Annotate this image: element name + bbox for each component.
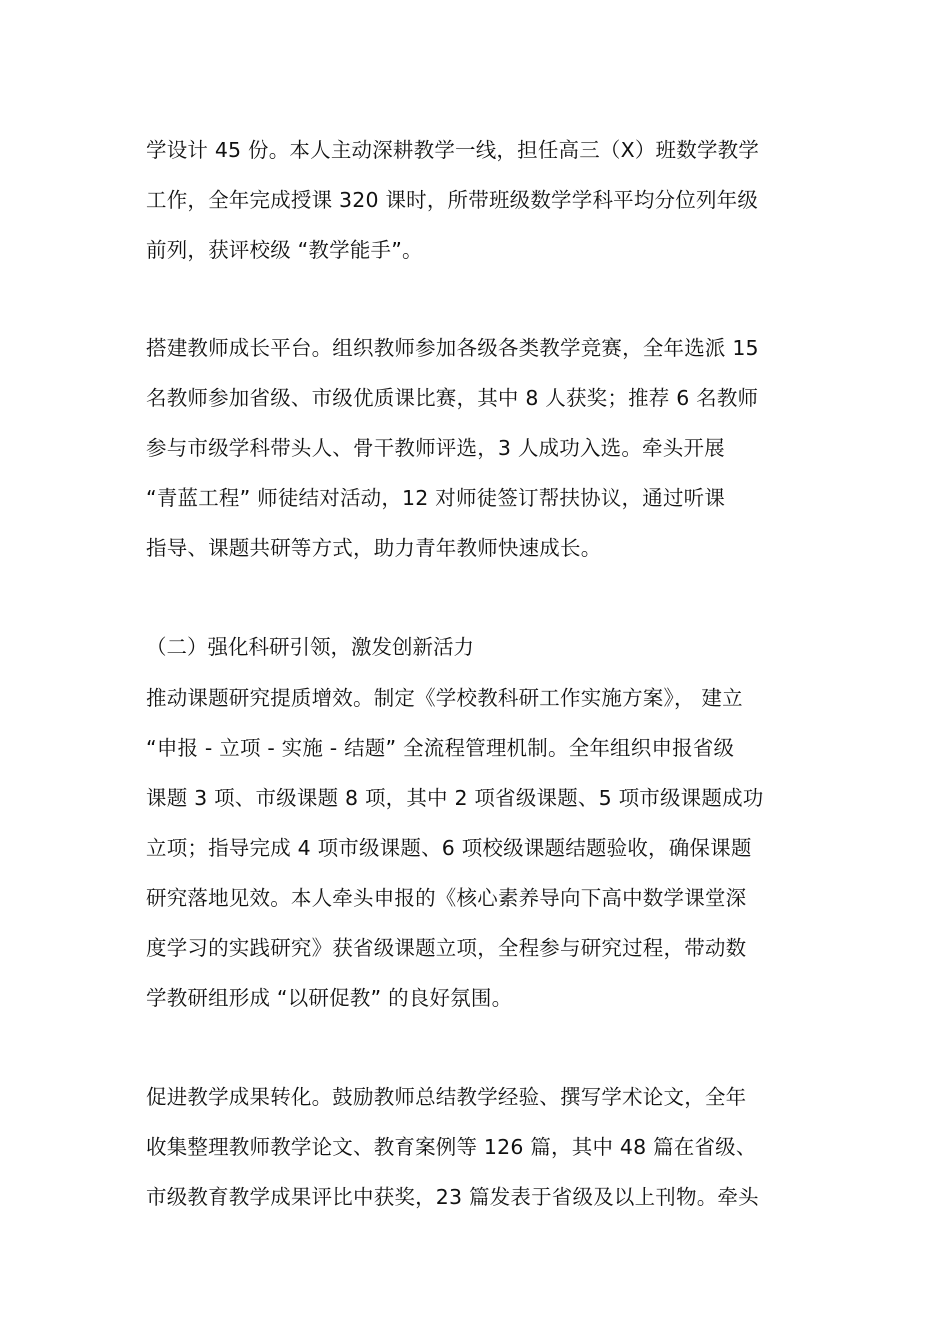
text-line: 促进教学成果转化。鼓励教师总结教学经验、撰写学术论文，全年 <box>146 1085 747 1109</box>
text-line: 名教师参加省级、市级优质课比赛，其中 8 人获奖；推荐 6 名教师 <box>146 386 759 410</box>
text-line: 工作，全年完成授课 320 课时，所带班级数学学科平均分位列年级 <box>146 188 759 212</box>
text-line: 课题 3 项、市级课题 8 项，其中 2 项省级课题、5 项市级课题成功 <box>146 786 764 810</box>
text-line: 搭建教师成长平台。组织教师参加各级各类教学竞赛，全年选派 15 <box>146 336 759 360</box>
text-line: 参与市级学科带头人、骨干教师评选，3 人成功入选。牵头开展 <box>146 436 725 460</box>
text-line: “申报 - 立项 - 实施 - 结题” 全流程管理机制。全年组织申报省级 <box>146 736 735 760</box>
paragraph-teacher-growth <box>146 323 812 573</box>
text-line: 市级教育教学成果评比中获奖，23 篇发表于省级及以上刊物。牵头 <box>146 1185 759 1209</box>
text-line: 度学习的实践研究》获省级课题立项，全程参与研究过程，带动数 <box>146 936 747 960</box>
text-line: 收集整理教师教学论文、教育案例等 126 篇，其中 48 篇在省级、 <box>146 1135 757 1159</box>
paragraph-research-projects <box>146 673 812 1023</box>
paragraph-teaching-outcomes <box>146 1072 812 1222</box>
section-heading: （二）强化科研引领，激发创新活力 <box>146 635 474 659</box>
paragraph-teaching-design <box>146 125 812 275</box>
text-line: “青蓝工程” 师徒结对活动，12 对师徒签订帮扶协议，通过听课 <box>146 486 726 510</box>
text-line: 前列，获评校级 “教学能手”。 <box>146 238 423 262</box>
text-line: 立项；指导完成 4 项市级课题、6 项校级课题结题验收，确保课题 <box>146 836 752 860</box>
text-line: 研究落地见效。本人牵头申报的《核心素养导向下高中数学课堂深 <box>146 886 747 910</box>
text-line: 学教研组形成 “以研促教” 的良好氛围。 <box>146 986 513 1010</box>
text-line: 推动课题研究提质增效。制定《学校教科研工作实施方案》， 建立 <box>146 686 743 710</box>
text-line: 指导、课题共研等方式，助力青年教师快速成长。 <box>146 536 602 560</box>
text-line: 学设计 45 份。本人主动深耕教学一线，担任高三（X）班数学教学 <box>146 138 760 162</box>
